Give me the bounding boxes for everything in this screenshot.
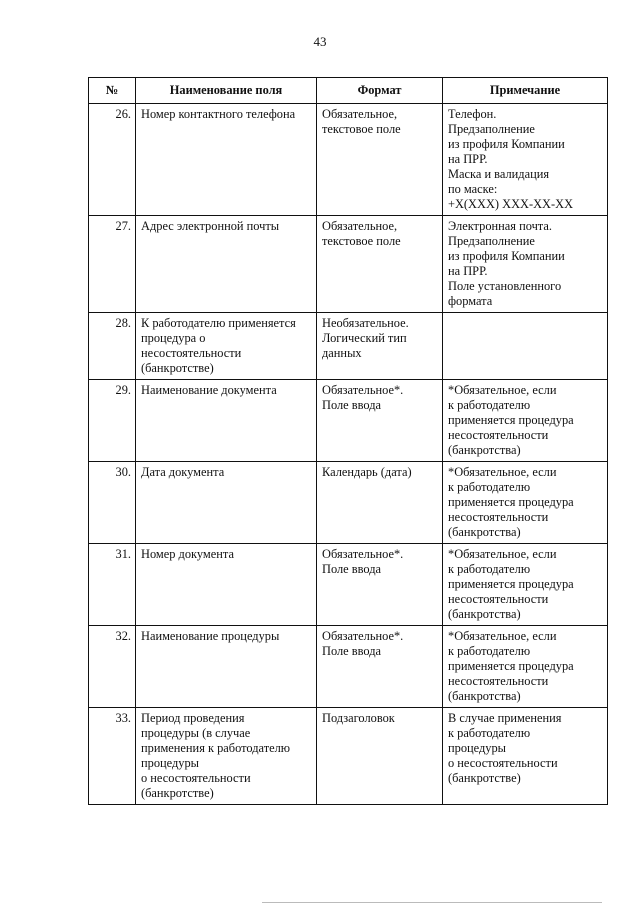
cell-note-line: из профиля Компании — [448, 137, 565, 151]
table-header-row — [89, 78, 608, 104]
table-row — [89, 380, 608, 462]
cell-note-line: *Обязательное, если — [448, 547, 557, 561]
scan-mark-bottom — [262, 902, 602, 903]
cell-format — [317, 708, 443, 805]
cell-note-line: применяется процедура — [448, 413, 574, 427]
table-row — [89, 544, 608, 626]
cell-format-line: Обязательное*. — [322, 547, 404, 561]
table-row — [89, 216, 608, 313]
header-note: Примечание — [443, 78, 608, 104]
cell-note-line: (банкротства) — [448, 689, 521, 703]
cell-note-line: несостоятельности — [448, 428, 549, 442]
cell-name — [136, 544, 317, 626]
table-row — [89, 462, 608, 544]
cell-note-line: применяется процедура — [448, 577, 574, 591]
cell-note-line: из профиля Компании — [448, 249, 565, 263]
cell-format-line: Поле ввода — [322, 398, 382, 412]
cell-note-line: несостоятельности — [448, 510, 549, 524]
cell-format-line: Логический тип — [322, 331, 407, 345]
cell-note-line: формата — [448, 294, 493, 308]
cell-name-line: процедуры (в случае — [141, 726, 251, 740]
row-number: 29. — [89, 380, 136, 462]
header-num: № — [89, 78, 136, 104]
page-number: 43 — [313, 34, 327, 49]
cell-note — [443, 708, 608, 805]
header-format: Формат — [317, 78, 443, 104]
row-number: 31. — [89, 544, 136, 626]
cell-note-line: на ПРР. — [448, 264, 488, 278]
cell-name-line: Наименование процедуры — [141, 629, 280, 643]
row-number: 30. — [89, 462, 136, 544]
cell-name-line: процедура о — [141, 331, 206, 345]
cell-note-line: Поле установленного — [448, 279, 562, 293]
cell-name-line: (банкротстве) — [141, 361, 214, 375]
cell-note-line: процедуры — [448, 741, 507, 755]
cell-note-line: о несостоятельности — [448, 756, 558, 770]
cell-note — [443, 380, 608, 462]
cell-note-line: к работодателю — [448, 562, 531, 576]
header-name: Наименование поля — [136, 78, 317, 104]
cell-note-line: к работодателю — [448, 480, 531, 494]
cell-format-line: текстовое поле — [322, 234, 401, 248]
cell-note — [443, 216, 608, 313]
cell-note-line: к работодателю — [448, 398, 531, 412]
row-number: 32. — [89, 626, 136, 708]
cell-note — [443, 462, 608, 544]
cell-name — [136, 380, 317, 462]
cell-note-line: *Обязательное, если — [448, 383, 557, 397]
cell-format-line: Обязательное*. — [322, 383, 404, 397]
cell-name-line: процедуры — [141, 756, 200, 770]
cell-name-line: Номер контактного телефона — [141, 107, 296, 121]
cell-note-line: к работодателю — [448, 726, 531, 740]
table-row — [89, 626, 608, 708]
cell-note-line: *Обязательное, если — [448, 465, 557, 479]
cell-format-line: Календарь (дата) — [322, 465, 412, 479]
cell-format — [317, 380, 443, 462]
cell-name — [136, 216, 317, 313]
cell-name-line: несостоятельности — [141, 346, 242, 360]
cell-format — [317, 313, 443, 380]
cell-name-line: Адрес электронной почты — [141, 219, 280, 233]
cell-format-line: Поле ввода — [322, 644, 382, 658]
cell-name-line: применения к работодателю — [141, 741, 291, 755]
cell-format-line: Обязательное*. — [322, 629, 404, 643]
cell-note-line: несостоятельности — [448, 592, 549, 606]
cell-note — [443, 313, 608, 380]
table-row — [89, 708, 608, 805]
row-number: 28. — [89, 313, 136, 380]
cell-format-line: Обязательное, — [322, 107, 398, 121]
fields-table — [88, 77, 608, 805]
cell-name — [136, 462, 317, 544]
cell-note-line: *Обязательное, если — [448, 629, 557, 643]
cell-note-line: +Х(ХХХ) ХХХ-ХХ-ХХ — [448, 197, 574, 211]
cell-note-line: В случае применения — [448, 711, 562, 725]
cell-name — [136, 626, 317, 708]
cell-name — [136, 313, 317, 380]
cell-format — [317, 216, 443, 313]
cell-format — [317, 104, 443, 216]
cell-note-line: по маске: — [448, 182, 498, 196]
cell-format — [317, 462, 443, 544]
cell-note-line: (банкротства) — [448, 443, 521, 457]
cell-note-line: Телефон. — [448, 107, 497, 121]
cell-format-line: Поле ввода — [322, 562, 382, 576]
cell-note-line: применяется процедура — [448, 659, 574, 673]
cell-format — [317, 544, 443, 626]
cell-name — [136, 708, 317, 805]
cell-note-line: (банкротства) — [448, 525, 521, 539]
cell-name — [136, 104, 317, 216]
cell-name-line: Период проведения — [141, 711, 245, 725]
cell-format-line: Подзаголовок — [322, 711, 395, 725]
cell-note — [443, 626, 608, 708]
row-number: 33. — [89, 708, 136, 805]
row-number: 26. — [89, 104, 136, 216]
cell-format-line: Обязательное, — [322, 219, 398, 233]
cell-note-line: (банкротства) — [448, 607, 521, 621]
cell-format-line: данных — [322, 346, 362, 360]
cell-note-line: применяется процедура — [448, 495, 574, 509]
cell-note — [443, 544, 608, 626]
cell-name-line: (банкротстве) — [141, 786, 214, 800]
cell-name-line: Дата документа — [141, 465, 225, 479]
cell-note — [443, 104, 608, 216]
cell-name-line: Номер документа — [141, 547, 234, 561]
cell-note-line: к работодателю — [448, 644, 531, 658]
cell-note-line: Предзаполнение — [448, 122, 535, 136]
cell-note-line: на ПРР. — [448, 152, 488, 166]
cell-note-line: несостоятельности — [448, 674, 549, 688]
cell-format-line: текстовое поле — [322, 122, 401, 136]
cell-note-line: Маска и валидация — [448, 167, 550, 181]
cell-format — [317, 626, 443, 708]
cell-note-line: Предзаполнение — [448, 234, 535, 248]
cell-note-line: (банкротстве) — [448, 771, 521, 785]
cell-name-line: Наименование документа — [141, 383, 277, 397]
cell-name-line: К работодателю применяется — [141, 316, 296, 330]
row-number: 27. — [89, 216, 136, 313]
cell-note-line: Электронная почта. — [448, 219, 552, 233]
cell-format-line: Необязательное. — [322, 316, 409, 330]
table-row — [89, 104, 608, 216]
cell-name-line: о несостоятельности — [141, 771, 251, 785]
table-row — [89, 313, 608, 380]
